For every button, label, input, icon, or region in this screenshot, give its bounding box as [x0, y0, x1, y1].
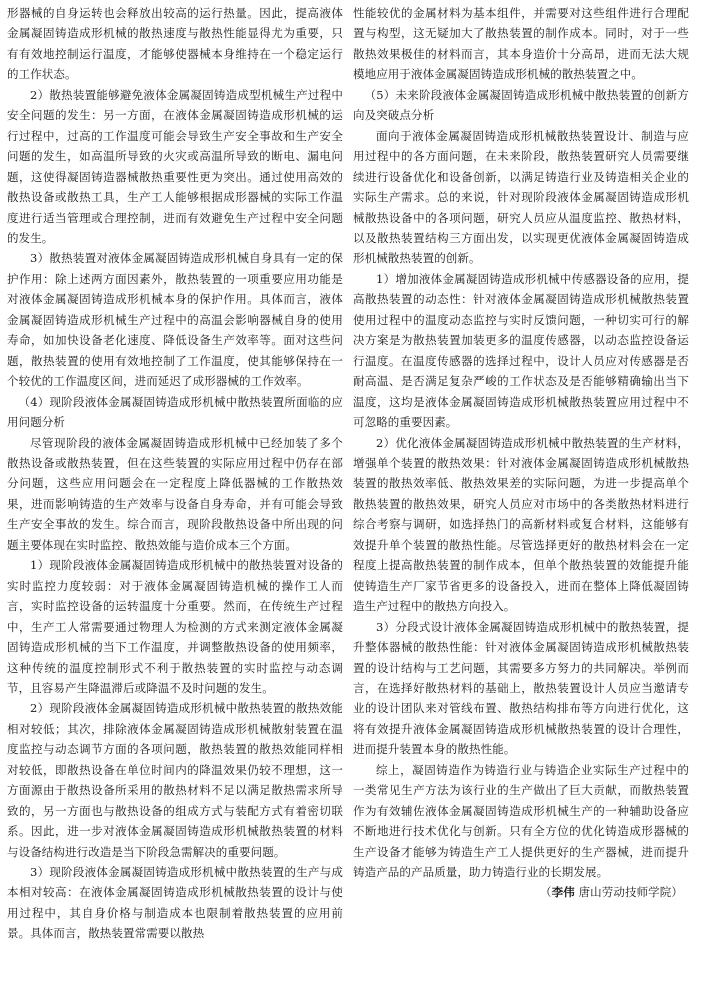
- body-paragraph: 性能较优的金属材料为基本组件，并需要对这些组件进行合理配置与构型，这无疑加大了散热装置的制作成本。同时，对于一些散热效果极佳的材料而言，其本身造价十分高昂，进而无法大规模地应用于液体金属凝固铸造成形机械的散热装置之中。: [353, 6, 689, 82]
- section-heading: （4）现阶段液体金属凝固铸造成形机械中散热装置所面临的应用问题分析: [7, 394, 343, 430]
- author-name: 李伟: [551, 885, 575, 900]
- body-paragraph: 2）散热装置能够避免液体金属凝固铸造成型机械生产过程中安全问题的发生：另一方面，在液体金属凝固铸造成形机械的运行过程中，过高的工作温度可能会导致生产安全事故和生产安全问题的发生，如高温所导致的火灾或高温所导致的断电、漏电问题，这使得凝固铸造器械散热重要性更为突出。通过使用高效的散热设备或散热工具，生产工人能够根据成形器械的实际工作温度进行适当管理或合理控制，进而有效避免生产过程中安全问题的发生。: [7, 87, 343, 245]
- right-column: [353, 3, 689, 981]
- byline-open: （: [540, 885, 552, 900]
- body-paragraph: 1）增加液体金属凝固铸造成形机械中传感器设备的应用，提高散热装置的动态性：针对液体金属凝固铸造成形机械散热装置使用过程中的温度动态监控与实时反馈问题，一种切实可行的解决方案是为散热装置加装更多的温度传感器，以动态监控设备运行温度。在温度传感器的选择过程中，设计人员应对传感器是否耐高温、是否满足复杂严峻的工作状态及是否能够精确输出当下温度，这均是液体金属凝固铸造成形机械散热装置应用过程中不可忽略的重要因素。: [353, 271, 689, 430]
- author-byline: [353, 882, 689, 902]
- body-paragraph: 3）现阶段液体金属凝固铸造成形机械中散热装置的生产与成本相对较高：在液体金属凝固铸造成形机械散热装置的设计与使用过程中，其自身价格与制造成本也限制着散热装置的应用前景。具体而言，散热装置常需要以散热: [7, 865, 343, 941]
- body-paragraph: 3）散热装置对液体金属凝固铸造成形机械自身具有一定的保护作用：除上述两方面因素外，散热装置的一项重要应用功能是对液体金属凝固铸造成形机械本身的保护作用。具体而言，液体金属凝固铸造成形机械生产过程中的高温会影响器械自身的使用寿命，如加快设备老化速度、降低设备生产效率等。面对这些问题，散热装置的使用有效地控制了工作温度，使其能够保持在一个较优的工作温度区间，进而延迟了成形器械的工作效率。: [7, 251, 343, 389]
- body-paragraph: 3）分段式设计液体金属凝固铸造成形机械中的散热装置，提升整体器械的散热性能：针对液体金属凝固铸造成形机械散热装置的设计结构与工艺问题，其需要多方努力的共同解决。举例而言，在选择好散热材料的基础上，散热装置设计人员应当邀请专业的设计团队来对管线布置、散热结构排布等方向进行优化，这将有效提升液体金属凝固铸造成形机械散热装置的设计合理性，进而提升装置本身的散热性能。: [353, 619, 689, 757]
- body-paragraph: 1）现阶段液体金属凝固铸造成形机械中的散热装置对设备的实时监控力度较弱：对于液体金属凝固铸造机械的操作工人而言，实时监控设备的运转温度十分重要。然而，在传统生产过程中，生产工人常需要通过物理人为检测的方式来测定液体金属凝固铸造成形机械的当下工作温度，并调整散热设备的使用频率，这种传统的温度控制形式不利于散热装置的实时监控与动态调节，且容易产生降温滞后或降温不及时问题的发生。: [7, 558, 343, 695]
- body-paragraph: 形器械的自身运转也会释放出较高的运行热量。因此，提高液体金属凝固铸造成形机械的散热速度与散热性能显得尤为重要，只有有效地控制运行温度，才能够使器械本身维持在一个稳定运行的工作状态。: [7, 6, 343, 82]
- body-paragraph: 2）优化液体金属凝固铸造成形机械中散热装置的生产材料，增强单个装置的散热效果：针对液体金属凝固铸造成形机械散热装置的散热效率低、散热效果差的实际问题，为进一步提高单个散热装置的散热效果，研究人员应对市场中的各类散热材料进行综合考察与调研，如选择热门的高新材料或复合材料，这能够有效提升单个装置的散热性能。尽管选择更好的散热材料会在一定程度上提高散热装置的制作成本，但单个散热装置的效能提升能使铸造生产厂家节省更多的设备投入，进而在整体上降低凝固铸造生产过程中的散热方向投入。: [353, 435, 689, 614]
- body-paragraph: 尽管现阶段的液体金属凝固铸造成形机械中已经加装了多个散热设备或散热装置，但在这些装置的实际应用过程中仍存在部分问题，这些应用问题会在一定程度上降低器械的工作散热效果，进而影响铸造的生产效率与设备自身寿命，并有可能会导致生产安全事故的发生。综合而言，现阶段散热设备中所出现的问题主要体现在实时监控、散热效能与造价成本三个方面。: [7, 435, 343, 552]
- body-paragraph: 面向于液体金属凝固铸造成形机械散热装置设计、制造与应用过程中的各方面问题，在未来阶段，散热装置研究人员需要继续进行设备优化和设备创新，以满足铸造行业及铸造相关企业的实际生产需求。总的来说，针对现阶段液体金属凝固铸造成形机械散热设备中的各项问题，研究人员应从温度监控、散热材料，以及散热装置结构三方面出发，以实现更优液体金属凝固铸造成形机械散热装置的创新。: [353, 128, 689, 266]
- left-column: [7, 3, 343, 981]
- section-heading: （5）未来阶段液体金属凝固铸造成形机械中散热装置的创新方向及突破点分析: [353, 87, 689, 123]
- author-affiliation: 唐山劳动技师学院: [574, 885, 672, 900]
- body-paragraph: 2）现阶段液体金属凝固铸造成形机械中散热装置的散热效能相对较低；其次，排除液体金属凝固铸造成形机械散射装置在温度监控与动态调节方面的各项问题，散热装置的散热效能同样相对较低，即散热设备在单位时间内的降温效果仍较不理想，这一方面源由于散热设备所采用的散热材料不足以满足散热需求所导致的，另一方面也与散热设备的组成方式与装配方式有着密切联系。因此，进一步对液体金属凝固铸造成形机械散热装置的材料与设备结构进行改造是当下阶段急需解决的重要问题。: [7, 701, 343, 859]
- byline-close: ）: [671, 885, 683, 900]
- body-paragraph: 综上，凝固铸造作为铸造行业与铸造企业实际生产过程中的一类常见生产方法为该行业的生产做出了巨大贡献，而散热装置作为有效辅佐液体金属凝固铸造成形机械生产的一种辅助设备应不断地进行技术优化与创新。只有全方位的优化铸造成形器械的生产设备才能够为铸造生产工人提供更好的生产器械，进而提升铸造产品的产品质量，助力铸造行业的长期发展。: [353, 762, 689, 880]
